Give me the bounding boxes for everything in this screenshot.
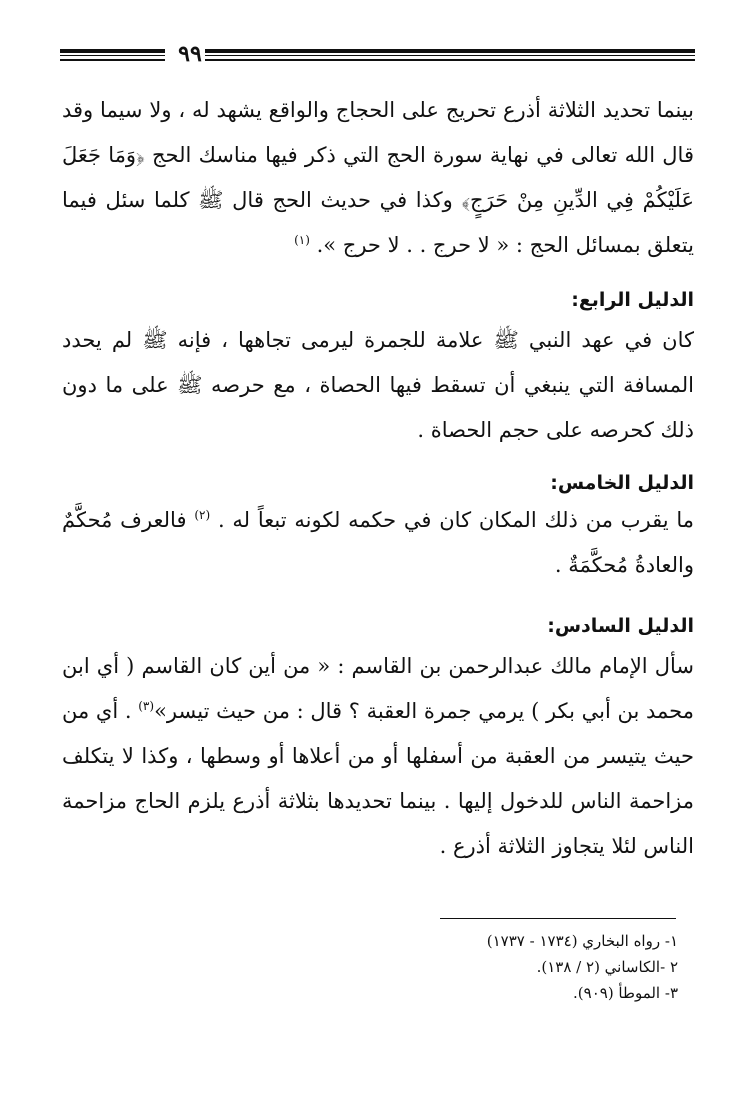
page-number: ٩٩ <box>178 41 202 67</box>
paragraph-2 <box>62 318 694 453</box>
footnote-2: ٢ -الكاساني (٢ / ١٣٨). <box>536 958 678 976</box>
footnotes <box>62 928 678 1006</box>
paragraph-1 <box>62 88 694 268</box>
footnote-1: ١- رواه البخاري (١٧٣٤ - ١٧٣٧) <box>486 932 678 950</box>
header-rule-left <box>60 49 165 61</box>
paragraph-2-text: كان في عهد النبي ﷺ علامة للجمرة ليرمى تجاهها ، فإنه ﷺ لم يحدد المسافة التي ينبغي أن تسقط فيها الحصاة ، مع حرصه ﷺ على ما دون ذلك كحرصه على حجم الحصاة . <box>62 328 694 442</box>
header-rule-right <box>205 49 695 61</box>
paragraph-4 <box>62 644 694 869</box>
paragraph-3 <box>62 498 694 588</box>
footnote-ref-1: (١) <box>294 233 310 247</box>
section-heading-fourth: الدليل الرابع: <box>571 289 694 311</box>
footnote-ref-2: (٢) <box>194 508 211 522</box>
footnote-ref-3: (٣) <box>138 699 155 713</box>
footnote-separator <box>440 918 676 919</box>
page-header <box>60 40 695 70</box>
section-heading-fifth: الدليل الخامس: <box>550 472 694 494</box>
paragraph-1-text: بينما تحديد الثلاثة أذرع تحريج على الحجاج والواقع يشهد له ، ولا سيما وقد قال الله تعالى في نهاية سورة الحج التي ذكر فيها مناسك الحج ﴿وَمَا جَعَلَ عَلَيْكُمْ فِي الدِّينِ مِنْ حَرَجٍ﴾ وكذا في حديث الحج قال ﷺ كلما سئل فيما يتعلق بمسائل الحج : « لا حرج . . لا حرج ». <box>62 98 694 257</box>
paragraph-3-text-a: ما يقرب من ذلك المكان كان في حكمه لكونه تبعاً له . <box>217 508 695 532</box>
footnote-3: ٣- الموطأ (٩٠٩). <box>573 984 678 1002</box>
paragraph-3-text-b: فالعرف مُحكَّمٌ والعادةُ مُحكَّمَةٌ . <box>62 508 694 577</box>
paragraph-4-text-b: . أي من حيث يتيسر من العقبة من أسفلها أو من أعلاها أو وسطها ، وكذا لا يتكلف مزاحمة الناس للدخول إليها . بينما تحديدها بثلاثة أذرع يلزم الحاج مزاحمة الناس لئلا يتجاوز الثلاثة أذرع . <box>62 699 694 858</box>
paragraph-4-text-a: سأل الإمام مالك عبدالرحمن بن القاسم : « من أين كان القاسم ( أي ابن محمد بن أبي بكر ) يرمي جمرة العقبة ؟ قال : من حيث تيسر» <box>62 654 694 723</box>
section-heading-sixth: الدليل السادس: <box>547 615 694 637</box>
